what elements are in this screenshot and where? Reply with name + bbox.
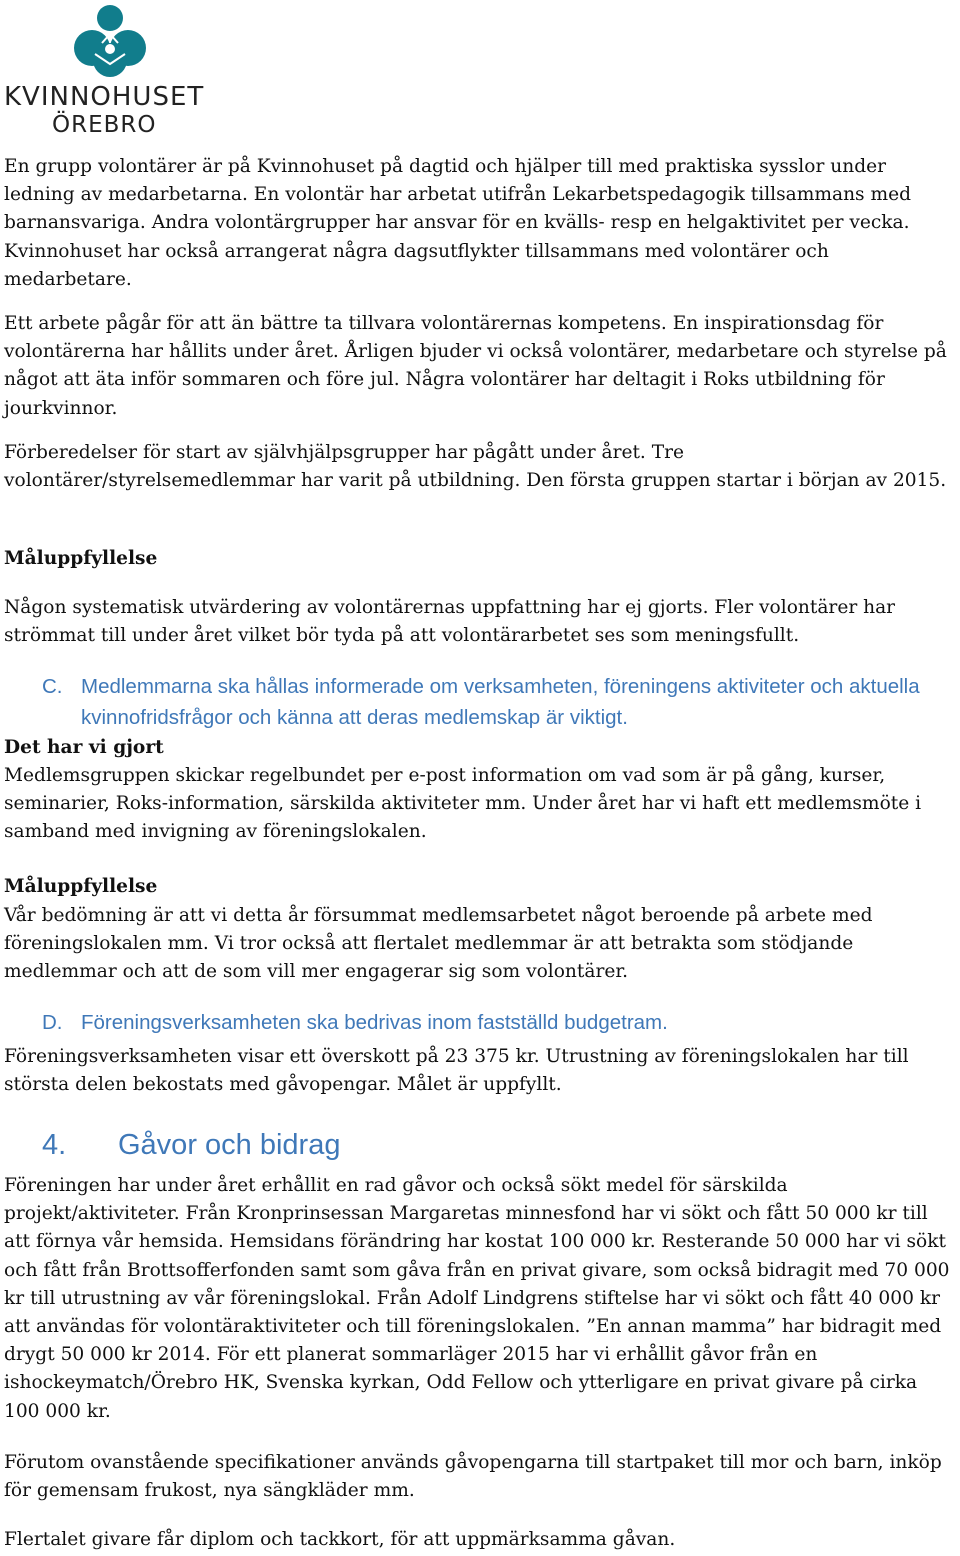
paragraph-volunteers-daytime: En grupp volontärer är på Kvinnohuset på dagtid och hjälper till med praktiska sysslor under ledning av medarbetarna. En volontär har arbetat utifrån Lekarbetspedagogik tillsammans med barnansvariga. Andra volontärgrupper har ansvar för en kvälls- resp en helgaktivitet per vecka. Kvinnohuset har också arrangerat några dagsutflykter tillsammans med volontärer och medarbetare. xyxy=(4,156,912,290)
paragraph-self-help-groups: Förberedelser för start av självhjälpsgrupper har pågått under året. Tre volontärer/styrelsemedlemmar har varit på utbildning. Den första gruppen startar i början av 2015. xyxy=(4,442,947,492)
paragraph-budget-result: Föreningsverksamheten visar ett överskott på 23 375 kr. Utrustning av föreningslokalen har till största delen bekostats med gåvopengar. Målet är uppfyllt. xyxy=(4,1046,909,1096)
paragraph-volunteer-evaluation: Någon systematisk utvärdering av volontärernas uppfattning har ej gjorts. Fler volontärer har strömmat till under året vilket bör tyda på att volontärarbetet ses som meningsfullt. xyxy=(4,597,896,647)
goal-c-letter: C. xyxy=(42,675,63,698)
heading-det-har-vi-gjort: Det har vi gjort xyxy=(4,737,164,758)
goal-d xyxy=(42,1007,960,1038)
goal-c-text: Medlemmarna ska hållas informerade om verksamheten, föreningens aktiviteter och aktuella kvinnofridsfrågor och känna att deras medlemskap är viktigt. xyxy=(81,675,920,729)
goal-c xyxy=(42,671,960,733)
paragraph-member-assessment: Vår bedömning är att vi detta år försummat medlemsarbetet något beroende på arbete med föreningslokalen mm. Vi tror också att flertalet medlemmar är att betrakta som stödjande medlemmar och att de som vill mer engagerar sig som volontärer. xyxy=(4,905,873,983)
paragraph-gift-usage: Förutom ovanstående specifikationer används gåvopengarna till startpaket till mor och barn, inköp för gemensam frukost, nya sängkläder mm. xyxy=(4,1452,942,1502)
section-number: 4. xyxy=(42,1129,67,1161)
logo-text-line1: KVINNOHUSET xyxy=(4,82,205,112)
paragraph-member-group: Medlemsgruppen skickar regelbundet per e-post information om vad som är på gång, kurser, seminarier, Roks-information, särskilda aktiviteter mm. Under året har vi haft ett medlemsmöte i samband med invigning av föreningslokalen. xyxy=(4,765,922,843)
section-heading-gavor-och-bidrag xyxy=(42,1125,340,1165)
goal-d-letter: D. xyxy=(42,1011,63,1034)
paragraph-donor-diplomas: Flertalet givare får diplom och tackkort, för att uppmärksamma gåvan. xyxy=(4,1529,676,1550)
goal-d-text: Föreningsverksamheten ska bedrivas inom fastställd budgetram. xyxy=(81,1011,668,1034)
kvinnohuset-logo-mark-icon xyxy=(2,2,226,82)
heading-maluppfyllelse-2: Måluppfyllelse xyxy=(4,876,158,897)
organization-logo xyxy=(2,2,226,142)
section-title: Gåvor och bidrag xyxy=(118,1129,341,1161)
heading-maluppfyllelse-1: Måluppfyllelse xyxy=(4,548,158,569)
logo-text-line2: ÖREBRO xyxy=(52,112,157,138)
paragraph-volunteer-competence: Ett arbete pågår för att än bättre ta tillvara volontärernas kompetens. En inspirationsdag för volontärerna har hållits under året. Årligen bjuder vi också volontärer, medarbetare och styrelse på något att äta inför sommaren och före jul. Några volontärer har deltagit i Roks utbildning för jourkvinnor. xyxy=(4,313,947,419)
paragraph-gifts-and-grants: Föreningen har under året erhållit en rad gåvor och också sökt medel för särskilda projekt/aktiviteter. Från Kronprinsessan Margaretas minnesfond har vi sökt och fått 50 000 kr till att förnya vår hemsida. Hemsidans förändring har kostat 100 000 kr. Resterande 50 000 har vi sökt och fått från Brottsofferfonden samt som gåva från en privat givare, som också bidragit med 70 000 kr till utrustning av vår föreningslokal. Från Adolf Lindgrens stiftelse har vi sökt och fått 40 000 kr att användas för volontäraktiviteter och till föreningslokalen. ”En annan mamma” har bidragit med drygt 50 000 kr 2014. För ett planerat sommarläger 2015 har vi erhållit gåvor från en ishockeymatch/Örebro HK, Svenska kyrkan, Odd Fellow och ytterligare en privat givare på cirka 100 000 kr. xyxy=(4,1175,950,1422)
